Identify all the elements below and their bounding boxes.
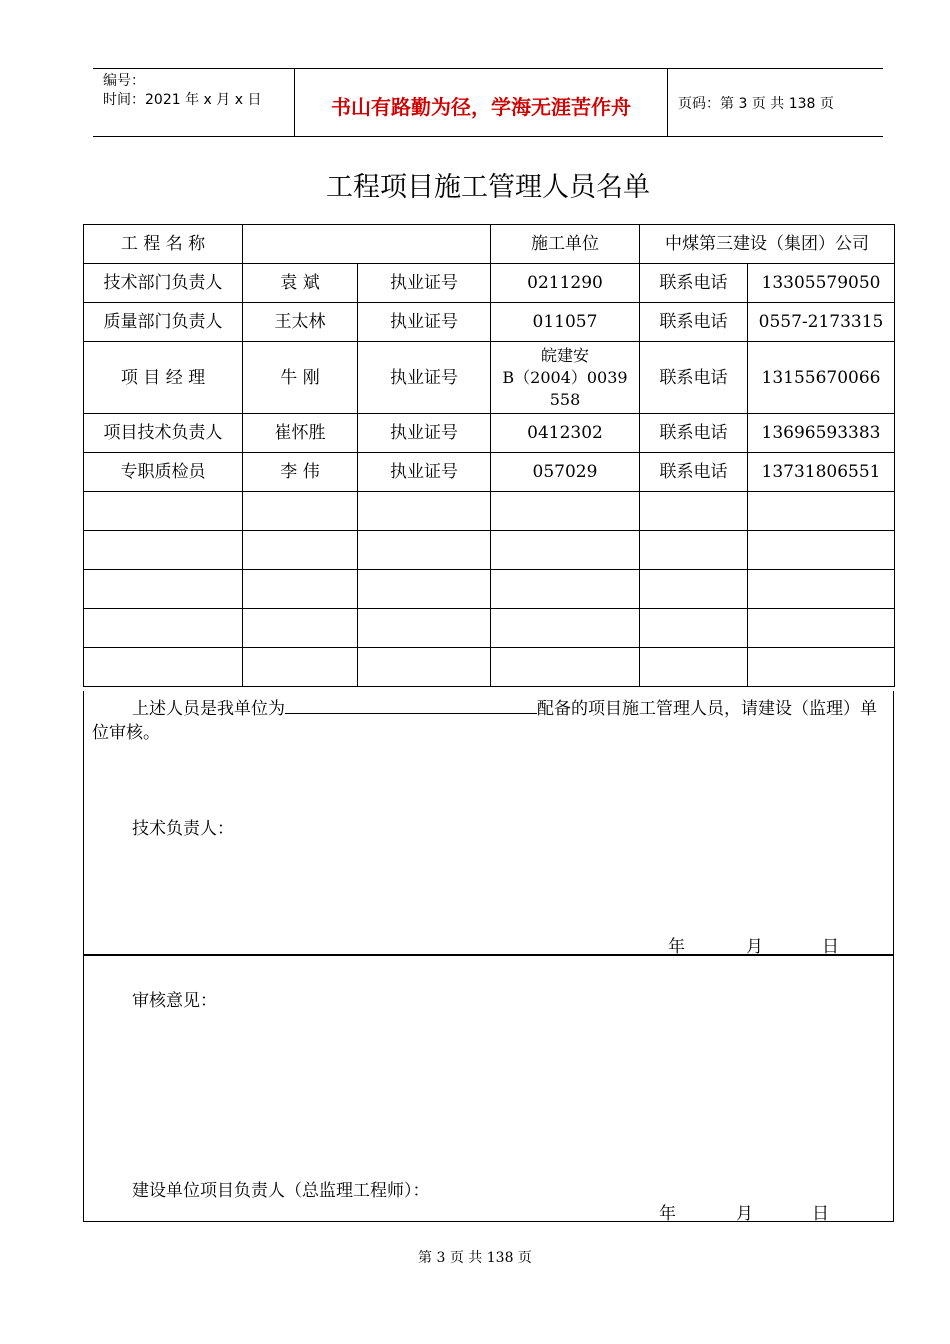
page-info: 页码：第 3 页 共 138 页 bbox=[678, 96, 834, 112]
construction-unit-label: 施工单位 bbox=[491, 225, 640, 264]
phone-label-cell: 联系电话 bbox=[640, 303, 748, 342]
time-label: 时间：2021 年 x 月 x 日 bbox=[103, 92, 262, 108]
cert-cell: 0211290 bbox=[491, 264, 640, 303]
tech-signer-label: 技术负责人： bbox=[132, 819, 234, 839]
role-cell: 项目技术负责人 bbox=[84, 414, 243, 453]
header-meta bbox=[93, 69, 295, 136]
empty-row bbox=[84, 570, 895, 609]
personnel-table bbox=[83, 224, 895, 687]
table-row bbox=[84, 264, 895, 303]
name-cell: 袁 斌 bbox=[243, 264, 358, 303]
date-year: 年 bbox=[659, 1204, 676, 1224]
cert-cell: 057029 bbox=[491, 453, 640, 492]
date-month: 月 bbox=[736, 1204, 753, 1224]
role-cell: 专职质检员 bbox=[84, 453, 243, 492]
phone-label-cell: 联系电话 bbox=[640, 342, 748, 414]
owner-signer-label: 建设单位项目负责人（总监理工程师）： bbox=[132, 1181, 430, 1201]
page-header bbox=[93, 68, 883, 137]
declaration-suffix: 配备的项目施工管理人员，请建设（监理）单位审核。 bbox=[92, 699, 877, 743]
phone-cell: 0557-2173315 bbox=[748, 303, 895, 342]
cert-cell: 011057 bbox=[491, 303, 640, 342]
empty-row bbox=[84, 648, 895, 687]
review-opinion-label: 审核意见： bbox=[132, 991, 217, 1011]
role-cell: 质量部门负责人 bbox=[84, 303, 243, 342]
cert-label-cell: 执业证号 bbox=[358, 414, 491, 453]
table-row-project bbox=[84, 225, 895, 264]
review-section bbox=[83, 955, 894, 1222]
declaration-prefix: 上述人员是我单位为 bbox=[132, 699, 285, 719]
phone-cell: 13155670066 bbox=[748, 342, 895, 414]
project-blank-line bbox=[285, 695, 537, 714]
cert-label-cell: 执业证号 bbox=[358, 453, 491, 492]
empty-row bbox=[84, 492, 895, 531]
cert-line: 558 bbox=[549, 389, 581, 409]
name-cell: 李 伟 bbox=[243, 453, 358, 492]
name-cell: 王太林 bbox=[243, 303, 358, 342]
date-month: 月 bbox=[746, 937, 763, 957]
declaration-section bbox=[83, 691, 894, 955]
table-row bbox=[84, 414, 895, 453]
cert-cell: 0412302 bbox=[491, 414, 640, 453]
page-footer: 第 3 页 共 138 页 bbox=[418, 1250, 532, 1266]
phone-cell: 13305579050 bbox=[748, 264, 895, 303]
document-title: 工程项目施工管理人员名单 bbox=[326, 172, 650, 203]
phone-cell: 13731806551 bbox=[748, 453, 895, 492]
cert-line: 皖建安 bbox=[540, 345, 589, 365]
construction-unit-value: 中煤第三建设（集团）公司 bbox=[640, 225, 895, 264]
motto: 书山有路勤为径，学海无涯苦作舟 bbox=[331, 95, 631, 119]
date-day: 日 bbox=[812, 1204, 829, 1224]
cert-line: B（2004）0039 bbox=[502, 367, 628, 387]
header-motto-cell bbox=[295, 69, 668, 136]
table-row bbox=[84, 342, 895, 414]
empty-row bbox=[84, 609, 895, 648]
name-cell: 崔怀胜 bbox=[243, 414, 358, 453]
code-label: 编号： bbox=[103, 73, 145, 89]
table-row bbox=[84, 303, 895, 342]
date-day: 日 bbox=[822, 937, 839, 957]
project-name-value bbox=[243, 225, 491, 264]
cert-label-cell: 执业证号 bbox=[358, 342, 491, 414]
cert-label-cell: 执业证号 bbox=[358, 303, 491, 342]
header-page-cell bbox=[668, 69, 883, 136]
cert-cell bbox=[491, 342, 640, 414]
phone-label-cell: 联系电话 bbox=[640, 453, 748, 492]
declaration-text bbox=[92, 695, 888, 745]
phone-label-cell: 联系电话 bbox=[640, 264, 748, 303]
cert-label-cell: 执业证号 bbox=[358, 264, 491, 303]
phone-label-cell: 联系电话 bbox=[640, 414, 748, 453]
date-year: 年 bbox=[668, 937, 685, 957]
project-name-label: 工 程 名 称 bbox=[84, 225, 243, 264]
table-row bbox=[84, 453, 895, 492]
empty-row bbox=[84, 531, 895, 570]
phone-cell: 13696593383 bbox=[748, 414, 895, 453]
role-cell: 技术部门负责人 bbox=[84, 264, 243, 303]
role-cell: 项 目 经 理 bbox=[84, 342, 243, 414]
name-cell: 牛 刚 bbox=[243, 342, 358, 414]
